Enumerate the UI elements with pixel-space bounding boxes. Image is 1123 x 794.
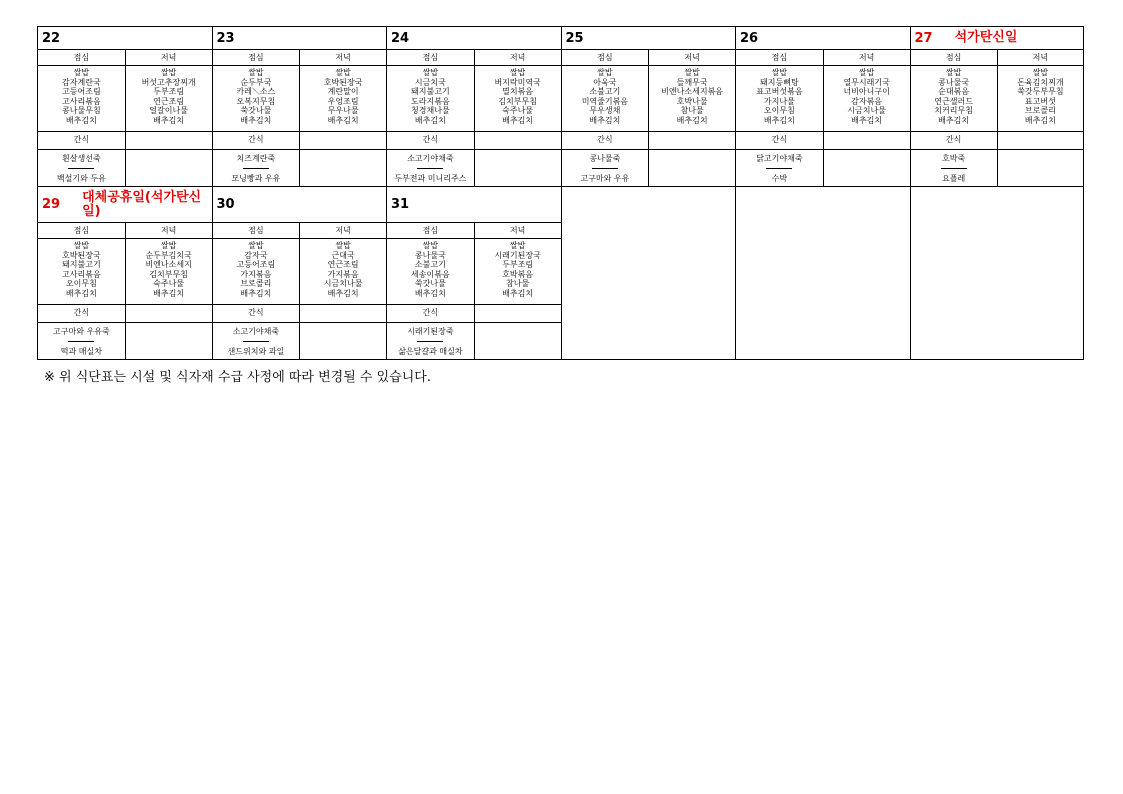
dinner-menu <box>649 66 735 132</box>
snack-row <box>38 132 212 150</box>
snack-row <box>911 132 1084 150</box>
menu-item: 연근샐러드 <box>934 96 973 106</box>
menu-item: 고등어조림 <box>236 260 276 270</box>
snack-body <box>213 323 387 359</box>
dinner-column <box>299 50 386 132</box>
menu-item: 돼지불고기 <box>62 260 101 270</box>
day-header <box>213 187 387 223</box>
snack-divider <box>417 168 443 169</box>
snack-bottom: 백설기와 두유 <box>56 173 106 183</box>
snack-empty <box>823 150 910 186</box>
menu-item: 시금치나물 <box>323 279 363 289</box>
holiday-name: 대체공휴일(석가탄신일) <box>82 189 202 219</box>
menu-item: 표고버섯 <box>1024 96 1056 106</box>
dinner-label: 저녁 <box>824 50 910 66</box>
snack-label-empty <box>474 305 561 322</box>
snack-label-cell <box>213 132 300 149</box>
snack-empty <box>997 150 1083 186</box>
snack-bottom: 떡과 매실차 <box>60 346 102 356</box>
lunch-label: 점심 <box>387 223 474 239</box>
snack-body <box>562 150 736 186</box>
menu-item: 시금치국 <box>414 77 446 87</box>
menu-item: 쌀밥 <box>509 68 526 77</box>
snack-label: 간식 <box>73 135 90 144</box>
lunch-menu <box>387 66 474 132</box>
menu-item: 미역줄기볶음 <box>581 96 629 106</box>
menu-item: 배추김치 <box>153 115 185 125</box>
lunch-label: 점심 <box>38 223 125 239</box>
day-header <box>736 27 910 50</box>
notice-text: ※ 위 식단표는 시설 및 식자재 수급 사정에 따라 변경될 수 있습니다. <box>44 370 431 385</box>
lunch-menu <box>213 239 300 305</box>
menu-item: 고등어조림 <box>62 87 101 97</box>
snack-body <box>38 150 212 186</box>
snack-label: 간식 <box>248 135 264 144</box>
menu-item: 쌀밥 <box>73 241 90 250</box>
lunch-column <box>562 50 649 132</box>
menu-item: 쌀밥 <box>422 241 439 250</box>
day-date: 25 <box>565 30 584 46</box>
snack-top: 고구마와 우유죽 <box>53 326 110 336</box>
snack-content <box>38 150 125 186</box>
lunch-column <box>38 223 125 305</box>
menu-item: 무우생채 <box>589 106 621 116</box>
menu-item: 쌀밥 <box>858 68 875 77</box>
snack-bottom: 샌드위치와 과일 <box>227 346 285 356</box>
dinner-column <box>125 50 212 132</box>
menu-item: 시금치나물 <box>847 106 886 116</box>
menu-item: 무우나물 <box>327 106 359 116</box>
lunch-menu <box>38 66 125 132</box>
lunch-column <box>213 223 300 305</box>
snack-label: 간식 <box>771 135 788 144</box>
lunch-menu <box>562 66 649 132</box>
meal-columns <box>387 50 561 132</box>
menu-item: 배추김치 <box>502 288 534 298</box>
meal-calendar <box>37 26 1086 360</box>
menu-item: 쌀밥 <box>684 68 700 77</box>
snack-top: 호박죽 <box>942 153 966 163</box>
snack-empty <box>125 323 212 359</box>
menu-item: 돼지등뼈탕 <box>760 77 799 87</box>
menu-item: 배추김치 <box>589 115 621 125</box>
snack-top: 소고기야채죽 <box>232 326 280 336</box>
lunch-column <box>213 50 300 132</box>
menu-item: 시래기된장국 <box>494 250 541 260</box>
snack-label-empty <box>125 305 212 322</box>
menu-item: 쌀밥 <box>160 68 177 77</box>
menu-item: 순두부김치국 <box>145 250 192 260</box>
menu-item: 들깨무국 <box>676 77 708 87</box>
snack-row <box>736 132 910 150</box>
menu-item: 쑥갓두부무침 <box>1017 87 1064 97</box>
snack-label-empty <box>648 132 735 149</box>
day-header <box>911 27 1084 50</box>
menu-item: 치커리무침 <box>934 106 973 116</box>
menu-item: 감자국 <box>244 250 268 260</box>
snack-label-cell <box>387 132 474 149</box>
menu-item: 버섯고추장찌개 <box>141 77 196 87</box>
snack-label: 간식 <box>422 135 439 144</box>
menu-item: 배추김치 <box>153 288 185 298</box>
menu-item: 쌀밥 <box>73 68 90 77</box>
snack-divider <box>243 341 269 342</box>
day-header <box>38 27 212 50</box>
menu-item: 세송이볶음 <box>411 269 450 279</box>
dinner-label: 저녁 <box>649 50 735 66</box>
menu-item: 감자계란국 <box>62 77 101 87</box>
snack-divider <box>243 168 269 169</box>
snack-top: 콩나물죽 <box>589 153 621 163</box>
meal-columns <box>562 50 736 132</box>
menu-item: 열무시래기국 <box>843 77 890 87</box>
snack-empty <box>299 323 386 359</box>
menu-item: 우엉조림 <box>327 96 359 106</box>
menu-item: 호박된장국 <box>323 77 363 87</box>
menu-item: 콩나물무침 <box>62 106 101 116</box>
menu-item: 콩나물국 <box>414 250 446 260</box>
menu-item: 배추김치 <box>763 115 795 125</box>
day-cell <box>212 186 387 360</box>
snack-top: 닭고기야채죽 <box>756 153 803 163</box>
menu-item: 호박볶음 <box>502 269 534 279</box>
snack-body <box>911 150 1084 186</box>
menu-item: 가지볶음 <box>327 269 359 279</box>
snack-label-empty <box>299 132 386 149</box>
day-date: 22 <box>42 30 61 46</box>
snack-content <box>213 150 300 186</box>
empty-day-cell <box>561 186 736 360</box>
meal-columns <box>911 50 1084 132</box>
snack-content <box>213 323 300 359</box>
menu-item: 쌀밥 <box>335 241 351 250</box>
menu-item: 쌀밥 <box>248 241 264 250</box>
day-cell <box>386 186 561 360</box>
menu-item: 배추김치 <box>240 288 272 298</box>
snack-bottom: 수박 <box>771 173 788 183</box>
menu-item: 청경채나물 <box>411 106 450 116</box>
day-header <box>562 27 736 50</box>
snack-content <box>38 323 125 359</box>
menu-item: 쌀밥 <box>509 241 526 250</box>
day-date: 27 <box>914 30 933 46</box>
menu-item: 쌀밥 <box>422 68 439 77</box>
menu-item: 호박나물 <box>676 96 708 106</box>
day-cell <box>561 26 736 186</box>
day-date: 29 <box>42 197 61 212</box>
menu-item: 배추김치 <box>327 115 359 125</box>
snack-empty <box>648 150 735 186</box>
snack-row <box>387 132 561 150</box>
menu-item: 오복지무침 <box>236 96 276 106</box>
dinner-menu <box>126 66 212 132</box>
snack-empty <box>299 150 386 186</box>
dinner-menu <box>475 66 561 132</box>
day-date: 30 <box>216 197 235 212</box>
snack-body <box>387 150 561 186</box>
menu-item: 비엔나소세지볶음 <box>661 87 724 97</box>
snack-divider <box>417 341 443 342</box>
menu-item: 쌀밥 <box>248 68 264 77</box>
snack-label-empty <box>299 305 386 322</box>
meal-columns <box>736 50 910 132</box>
day-cell <box>212 26 387 186</box>
menu-item: 배추김치 <box>327 288 359 298</box>
menu-item: 쌀밥 <box>335 68 351 77</box>
snack-content <box>736 150 823 186</box>
snack-divider <box>766 168 792 169</box>
menu-item: 배추김치 <box>65 288 97 298</box>
lunch-label: 점심 <box>213 50 300 66</box>
menu-item: 얼갈이나물 <box>149 106 188 116</box>
snack-content <box>387 323 474 359</box>
day-date: 26 <box>740 30 759 46</box>
snack-row <box>213 305 387 323</box>
snack-divider <box>68 341 94 342</box>
lunch-label: 점심 <box>736 50 823 66</box>
menu-item: 감자볶음 <box>851 96 883 106</box>
menu-item: 배추김치 <box>240 115 272 125</box>
snack-bottom: 삶은달걀과 매실차 <box>398 346 463 356</box>
menu-item: 카레＼소스 <box>236 87 276 97</box>
dinner-column <box>299 223 386 305</box>
menu-item: 브로콜리 <box>1024 106 1056 116</box>
snack-bottom: 고구마와 우유 <box>580 173 630 183</box>
menu-item: 계란말이 <box>327 87 359 97</box>
day-cell <box>37 186 212 360</box>
snack-label: 간식 <box>422 308 439 317</box>
dinner-menu <box>998 66 1083 132</box>
menu-item: 호박된장국 <box>62 250 101 260</box>
menu-item: 쑥갓나물 <box>240 106 272 116</box>
dinner-label: 저녁 <box>126 223 212 239</box>
menu-item: 참나물 <box>506 279 530 289</box>
dinner-menu <box>475 239 561 305</box>
meal-columns <box>38 50 212 132</box>
snack-divider <box>941 168 967 169</box>
lunch-menu <box>736 66 823 132</box>
dinner-column <box>125 223 212 305</box>
menu-item: 배추김치 <box>676 115 708 125</box>
dinner-menu <box>824 66 910 132</box>
menu-item: 쌀밥 <box>597 68 613 77</box>
day-cell <box>37 26 212 186</box>
calendar-week-1 <box>37 26 1086 186</box>
dinner-column <box>648 50 735 132</box>
day-cell <box>910 26 1085 186</box>
day-header <box>387 27 561 50</box>
menu-item: 배추김치 <box>851 115 883 125</box>
day-header <box>387 187 561 223</box>
snack-label: 간식 <box>248 308 264 317</box>
lunch-label: 점심 <box>911 50 997 66</box>
dinner-label: 저녁 <box>998 50 1083 66</box>
snack-label: 간식 <box>597 135 613 144</box>
day-date: 31 <box>391 197 410 212</box>
menu-item: 배추김치 <box>502 115 534 125</box>
menu-item: 김치부무침 <box>149 269 188 279</box>
lunch-label: 점심 <box>387 50 474 66</box>
lunch-label: 점심 <box>38 50 125 66</box>
meal-columns <box>213 223 387 305</box>
dinner-label: 저녁 <box>300 223 386 239</box>
menu-item: 근대국 <box>331 250 355 260</box>
menu-item: 표고버섯볶음 <box>756 87 803 97</box>
menu-item: 숙주나물 <box>502 106 534 116</box>
day-header <box>38 187 212 223</box>
snack-body <box>38 323 212 359</box>
menu-item: 순두부국 <box>240 77 272 87</box>
menu-item: 멸치볶음 <box>502 87 534 97</box>
menu-item: 쌀밥 <box>771 68 788 77</box>
menu-item: 쌀밥 <box>160 241 177 250</box>
snack-label-cell <box>562 132 649 149</box>
dinner-label: 저녁 <box>475 223 561 239</box>
day-date: 23 <box>216 30 235 46</box>
snack-label: 간식 <box>73 308 90 317</box>
dinner-label: 저녁 <box>475 50 561 66</box>
menu-item: 연근조림 <box>327 260 359 270</box>
dinner-column <box>823 50 910 132</box>
menu-item: 가지나물 <box>763 96 795 106</box>
snack-bottom: 두부전과 미니리주스 <box>394 173 467 183</box>
menu-item: 김치부무침 <box>498 96 537 106</box>
lunch-column <box>736 50 823 132</box>
snack-empty <box>125 150 212 186</box>
lunch-column <box>38 50 125 132</box>
holiday-name: 석가탄신일 <box>954 30 1018 45</box>
dinner-label: 저녁 <box>126 50 212 66</box>
lunch-menu <box>387 239 474 305</box>
snack-content <box>911 150 997 186</box>
menu-item: 연근조림 <box>153 96 185 106</box>
snack-top: 소고기야채죽 <box>407 153 454 163</box>
menu-item: 브로콜리 <box>240 279 272 289</box>
lunch-menu <box>213 66 300 132</box>
snack-label-empty <box>474 132 561 149</box>
lunch-column <box>911 50 997 132</box>
dinner-column <box>997 50 1083 132</box>
snack-row <box>213 132 387 150</box>
menu-item: 배추김치 <box>414 115 446 125</box>
snack-row <box>387 305 561 323</box>
meal-columns <box>387 223 561 305</box>
menu-item: 오이무침 <box>65 279 97 289</box>
snack-label-cell <box>213 305 300 322</box>
lunch-label: 점심 <box>213 223 300 239</box>
menu-item: 쌀밥 <box>945 68 962 77</box>
calendar-week-2 <box>37 186 1086 360</box>
snack-row <box>562 132 736 150</box>
menu-item: 버지락미역국 <box>494 77 541 87</box>
snack-body <box>387 323 561 359</box>
menu-item: 쌀밥 <box>1032 68 1049 77</box>
menu-item: 쑥갓나물 <box>414 279 446 289</box>
snack-bottom: 요플레 <box>942 173 966 183</box>
snack-label-empty <box>997 132 1083 149</box>
lunch-column <box>387 223 474 305</box>
menu-item: 고사리볶음 <box>62 96 101 106</box>
snack-label-empty <box>823 132 910 149</box>
empty-day-cell <box>735 186 910 360</box>
snack-content <box>387 150 474 186</box>
menu-item: 순대볶음 <box>938 87 970 97</box>
snack-body <box>736 150 910 186</box>
dinner-column <box>474 50 561 132</box>
snack-divider <box>68 168 94 169</box>
menu-item: 배추김치 <box>414 288 446 298</box>
dinner-column <box>474 223 561 305</box>
snack-label-cell <box>38 305 125 322</box>
day-header <box>213 27 387 50</box>
snack-body <box>213 150 387 186</box>
menu-item: 두부조림 <box>502 260 534 270</box>
menu-item: 소불고기 <box>414 260 446 270</box>
day-cell <box>735 26 910 186</box>
menu-item: 고사리볶음 <box>62 269 101 279</box>
day-date: 24 <box>391 30 410 46</box>
snack-label: 간식 <box>945 135 962 144</box>
lunch-column <box>387 50 474 132</box>
snack-empty <box>474 323 561 359</box>
lunch-menu <box>38 239 125 305</box>
dinner-menu <box>300 239 386 305</box>
dinner-menu <box>126 239 212 305</box>
menu-item: 오이무침 <box>763 106 795 116</box>
meal-columns <box>213 50 387 132</box>
menu-item: 가지볶음 <box>240 269 272 279</box>
menu-item: 배추김치 <box>65 115 97 125</box>
empty-day-cell <box>910 186 1085 360</box>
snack-top: 시래기된장죽 <box>407 326 454 336</box>
lunch-label: 점심 <box>562 50 649 66</box>
snack-label-empty <box>125 132 212 149</box>
menu-item: 비엔나소세지 <box>145 260 192 270</box>
menu-item: 도라지볶음 <box>411 96 450 106</box>
snack-label-cell <box>387 305 474 322</box>
dinner-label: 저녁 <box>300 50 386 66</box>
menu-item: 돈육김치찌개 <box>1017 77 1064 87</box>
menu-item: 숙주나물 <box>153 279 185 289</box>
menu-item: 아욱국 <box>593 77 617 87</box>
day-cell <box>386 26 561 186</box>
menu-item: 배추김치 <box>1024 115 1056 125</box>
menu-item: 너비아니구이 <box>843 87 890 97</box>
menu-item: 소불고기 <box>589 87 621 97</box>
menu-item: 돼지불고기 <box>411 87 450 97</box>
snack-label-cell <box>38 132 125 149</box>
snack-empty <box>474 150 561 186</box>
snack-label-cell <box>911 132 997 149</box>
snack-row <box>38 305 212 323</box>
snack-divider <box>592 168 618 169</box>
snack-content <box>562 150 649 186</box>
lunch-menu <box>911 66 997 132</box>
menu-item: 배추김치 <box>938 115 970 125</box>
snack-top: 흰살생선죽 <box>62 153 101 163</box>
menu-item: 두부조림 <box>153 87 185 97</box>
dinner-menu <box>300 66 386 132</box>
snack-top: 치즈계란죽 <box>236 153 276 163</box>
menu-item: 콩나물국 <box>938 77 970 87</box>
snack-label-cell <box>736 132 823 149</box>
meal-columns <box>38 223 212 305</box>
snack-bottom: 모닝빵과 우유 <box>231 173 281 183</box>
menu-item: 참나물 <box>680 106 704 116</box>
